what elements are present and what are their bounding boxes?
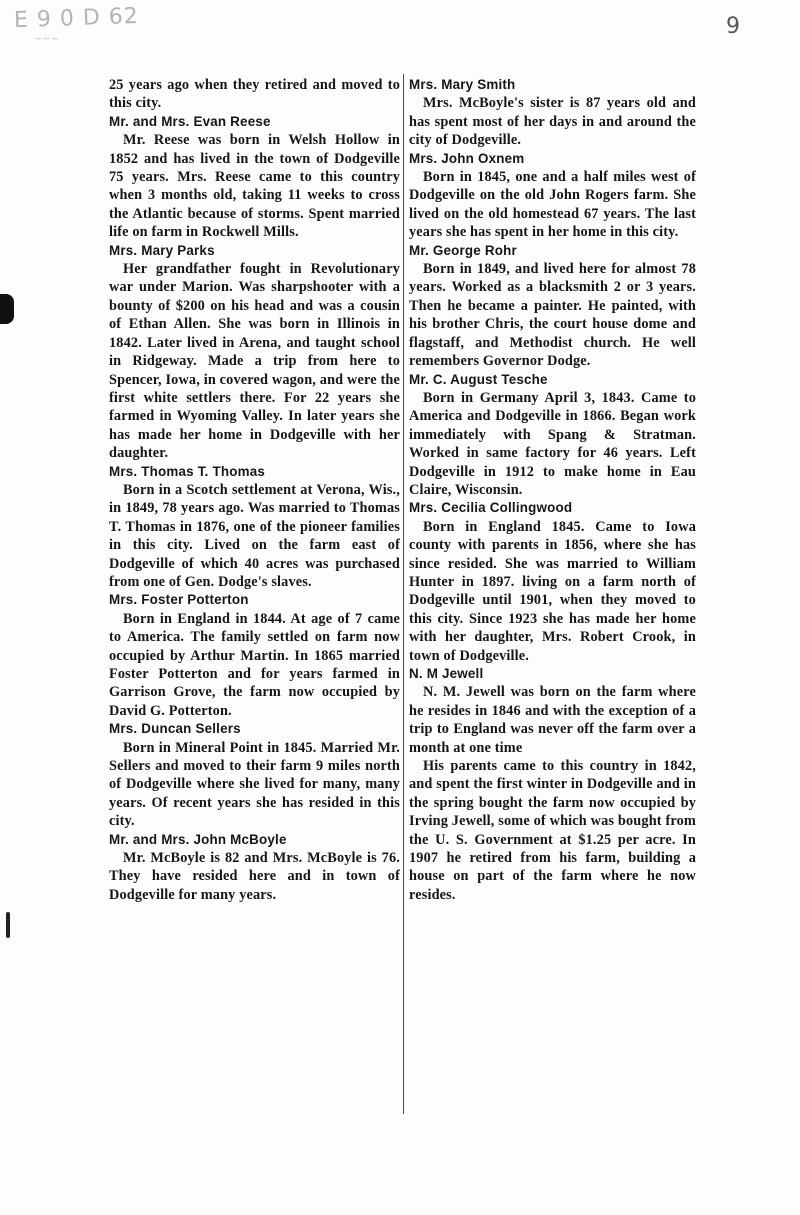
entry-text: Mr. Reese was born in Welsh Hollow in 1852 and has lived in the town of Dodgeville 75 years. Mrs. Reese came to this country when 3 months old, taking 11 weeks to cross the Atlantic because of storms. Spent married life on farm in Rockwell Mills. bbox=[109, 132, 400, 241]
column-rule bbox=[403, 74, 404, 1114]
entry-heading: Mr. George Rohr bbox=[409, 242, 517, 258]
archive-pencil-mark: ~~~ bbox=[34, 34, 60, 45]
entry-heading: Mrs. John Oxnem bbox=[409, 150, 525, 166]
entry-text: Born in 1849, and lived here for almost 78 years. Worked as a blacksmith 2 or 3 years. Then he became a painter. He painted, with his brother Chris, the court house dome and flagstaff, and Methodist church. He well remembers Governor Dodge. bbox=[409, 261, 696, 370]
entry-text: N. M. Jewell was born on the farm where he resides in 1846 and with the exception of a trip to England was never off the farm over a month at one time bbox=[409, 684, 696, 756]
binding-hole-mark bbox=[0, 294, 14, 324]
entry-heading: Mrs. Cecilia Collingwood bbox=[409, 500, 573, 516]
right-column bbox=[409, 76, 696, 904]
entry-text: Mrs. McBoyle's sister is 87 years old and has spent most of her days in and around the city of Dodgeville. bbox=[409, 95, 696, 149]
entry-text: Born in Mineral Point in 1845. Married Mr. Sellers and moved to their farm 9 miles north of Dodgeville where she lived for many, many years. Of recent years she has resided in this city. bbox=[109, 739, 400, 830]
left-column bbox=[109, 76, 400, 904]
entry-heading: Mrs. Duncan Sellers bbox=[109, 721, 241, 737]
entry-heading: Mr. and Mrs. John McBoyle bbox=[109, 831, 287, 847]
entry-heading: N. M Jewell bbox=[409, 666, 484, 681]
page-number: 9 bbox=[726, 14, 740, 39]
entry-text: Born in a Scotch settlement at Verona, Wis., in 1849, 78 years ago. Was married to Thomas T. Thomas in 1876, one of the pioneer families in this city. Lived on the farm east of Dodgeville of which 40 acres was purchased from one of Gen. Dodge's slaves. bbox=[109, 481, 400, 590]
entry-heading: Mrs. Thomas T. Thomas bbox=[109, 463, 265, 479]
continuation-paragraph: 25 years ago when they retired and moved to this city. bbox=[109, 77, 400, 112]
closing-paragraph: His parents came to this country in 1842, and spent the first winter in Dodgeville and in the spring bought the farm now occupied by Irving Jewell, some of which was bought from the U. S. Government at $1.25 per acre. In 1907 he retired from his farm, building a house on part of the farm where he now resides. bbox=[409, 758, 696, 903]
entry-text: Born in England 1845. Came to Iowa county with parents in 1856, where she has since resided. She was married to William Hunter in 1897. living on a farm north of Dodgeville until 1901, when they moved to this city. Since 1923 she has made her home with her daughter, Mrs. Robert Crook, in town of Dodgeville. bbox=[409, 518, 696, 664]
entry-heading: Mrs. Mary Smith bbox=[409, 77, 516, 92]
entry-heading: Mrs. Mary Parks bbox=[109, 242, 215, 258]
binding-tick-mark bbox=[6, 912, 10, 938]
entry-text: Born in Germany April 3, 1843. Came to America and Dodgeville in 1866. Began work immediately with Spang & Stratman. Worked in same factory for 46 years. Left Dodgeville in 1912 to make home in Eau Claire, Wisconsin. bbox=[409, 389, 696, 498]
entry-heading: Mr. and Mrs. Evan Reese bbox=[109, 113, 271, 129]
entry-heading: Mrs. Foster Potterton bbox=[109, 592, 249, 608]
entry-text: Mr. McBoyle is 82 and Mrs. McBoyle is 76. They have resided here and in town of Dodgeville for many years. bbox=[109, 850, 400, 903]
entry-heading: Mr. C. August Tesche bbox=[409, 371, 548, 387]
entry-text: Born in England in 1844. At age of 7 came to America. The family settled on farm now occupied by Arthur Martin. In 1865 married Foster Potterton and for years farmed in Garrison Grove, the farm now occupied by David G. Potterton. bbox=[109, 610, 400, 719]
entry-text: Born in 1845, one and a half miles west of Dodgeville on the old John Rogers farm. She lived on the old homestead 67 years. The last years she has spent in her home in this city. bbox=[409, 169, 696, 241]
archive-pencil-note: E 9 0 D 62 bbox=[13, 3, 140, 34]
entry-text: Her grandfather fought in Revolutionary war under Marion. Was sharpshooter with a bounty of $200 on his head and was a cousin of Ethan Allen. She was born in Illinois in 1842. Later lived in Arena, and taught school in Ridgeway. Made a trip from here to Spencer, Iowa, in covered wagon, and were the first white settlers there. For 22 years she farmed in Wyoming Valley. In later years she has made her home in Dodgeville with her daughter. bbox=[109, 261, 400, 462]
